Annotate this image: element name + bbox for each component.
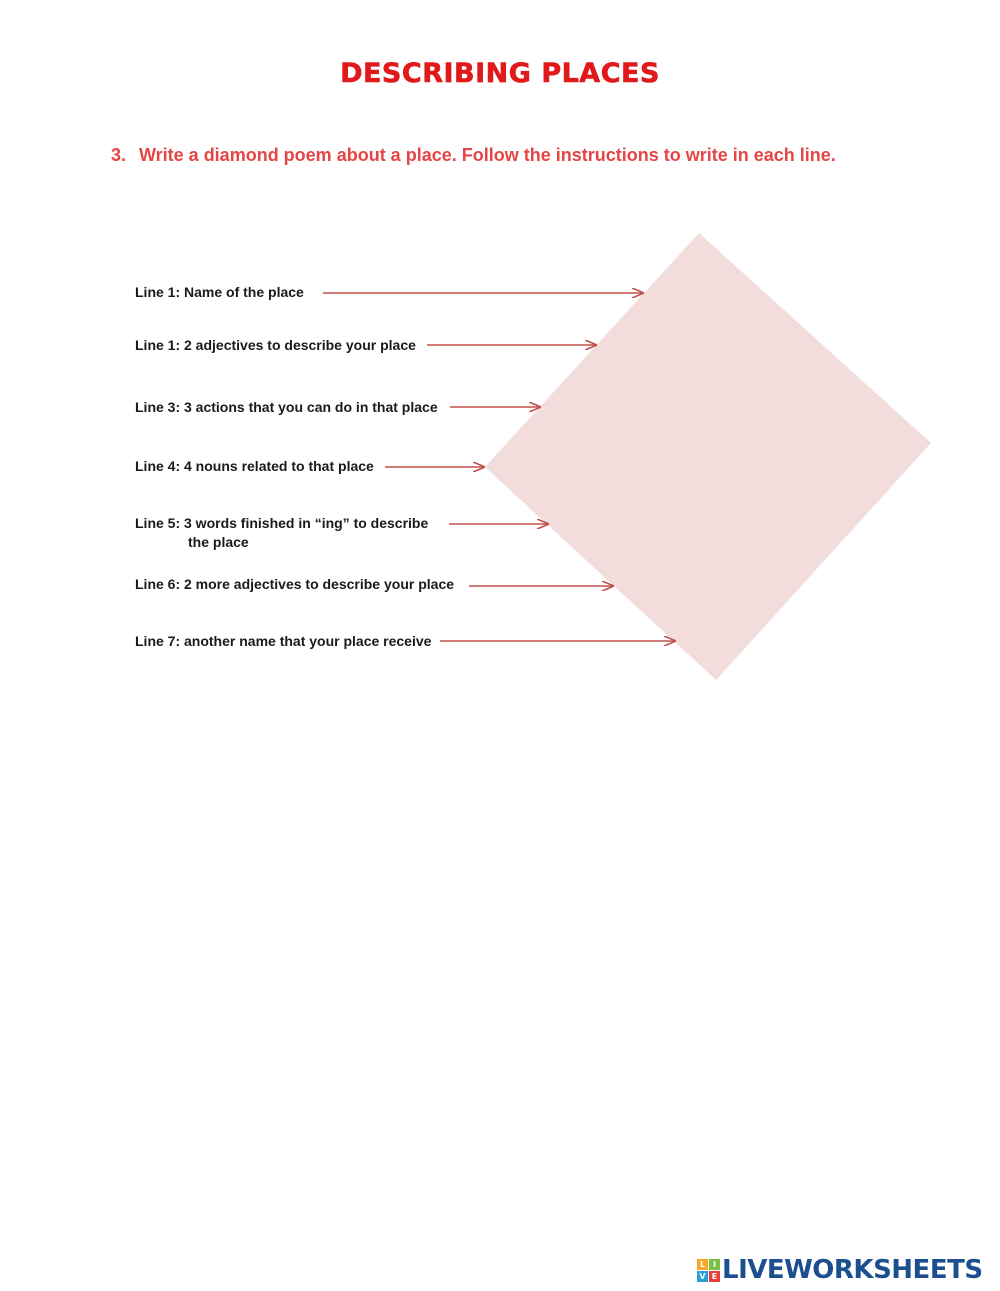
instruction-text: Write a diamond poem about a place. Follow the instructions to write in each line. xyxy=(139,145,836,165)
instruction-number: 3. xyxy=(111,145,127,165)
line-label-6 xyxy=(135,575,454,594)
logo-letter: V xyxy=(697,1271,708,1282)
line-label-7 xyxy=(135,632,431,651)
line-label-text: Line 7: another name that your place receive xyxy=(135,633,432,649)
line-label-1 xyxy=(135,283,304,302)
line-label-3 xyxy=(135,398,438,417)
page-title: DESCRIBING PLACES xyxy=(340,58,660,89)
line-label-text: Line 6: 2 more adjectives to describe your place xyxy=(135,576,455,592)
line-label-text: Line 4: 4 nouns related to that place xyxy=(135,458,374,474)
logo-icon xyxy=(697,1259,720,1282)
liveworksheets-logo xyxy=(697,1254,983,1286)
line-label-text: Line 3: 3 actions that you can do in that place xyxy=(135,399,438,415)
line-label-text: Line 1: 2 adjectives to describe your place xyxy=(135,337,416,353)
line-label-4 xyxy=(135,457,374,476)
line-label-continuation: the place xyxy=(188,534,249,550)
diamond-shape xyxy=(485,233,931,680)
logo-text: LIVEWORKSHEETS xyxy=(722,1255,983,1285)
logo-letter: E xyxy=(709,1271,720,1282)
logo-letter: L xyxy=(697,1259,708,1270)
logo-letter: I xyxy=(709,1259,720,1270)
line-label-text: Line 5: 3 words finished in “ing” to describe xyxy=(135,515,429,531)
line-label-5 xyxy=(135,514,428,552)
line-label-2 xyxy=(135,336,416,355)
line-label-text: Line 1: Name of the place xyxy=(135,284,304,300)
